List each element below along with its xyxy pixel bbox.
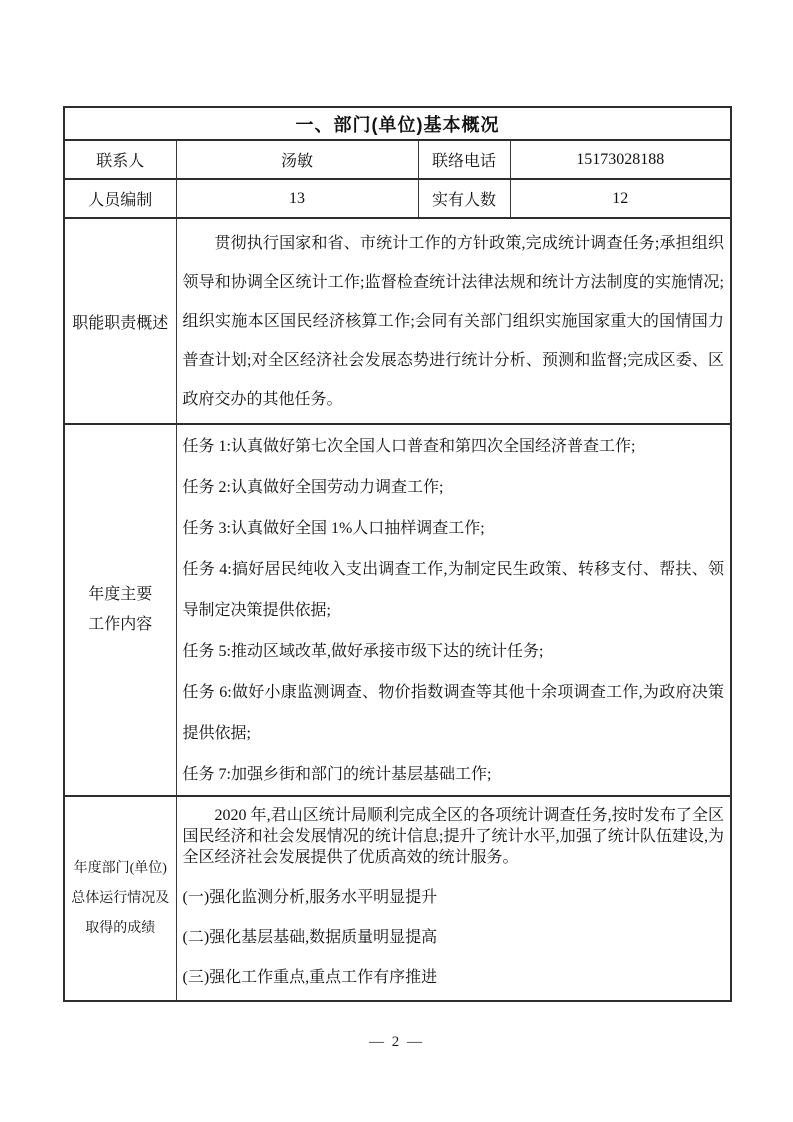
contact-label: 联系人 <box>64 140 176 179</box>
task-item-3: 任务 3:认真做好全国 1%人口抽样调查工作; <box>182 519 485 537</box>
annual-tasks-label <box>64 424 176 796</box>
annual-tasks-label-line-2: 工作内容 <box>88 616 153 633</box>
annual-summary-label-line-3: 取得的成绩 <box>85 920 156 936</box>
section-title: 一、部门(单位)基本概况 <box>64 107 731 140</box>
summary-item-1: (一)强化监测分析,服务水平明显提升 <box>182 889 438 906</box>
staffing-value: 13 <box>176 179 418 218</box>
duties-row <box>64 218 731 424</box>
task-item-7: 任务 7:加强乡街和部门的统计基层基础工作; <box>182 765 492 783</box>
phone-value: 15173028188 <box>510 140 731 179</box>
annual-tasks-label-line-1: 年度主要 <box>88 586 153 603</box>
staffing-row <box>64 179 731 218</box>
actual-headcount-label: 实有人数 <box>418 179 510 218</box>
task-item-2: 任务 2:认真做好全国劳动力调查工作; <box>182 478 444 496</box>
title-row <box>64 107 731 140</box>
task-item-4: 任务 4:搞好居民纯收入支出调查工作,为制定民生政策、转移支付、帮扶、领导制定决策提供依据; <box>182 560 724 619</box>
page-number: — 2 — <box>369 1034 424 1050</box>
task-item-1: 任务 1:认真做好第七次全国人口普查和第四次全国经济普查工作; <box>182 437 636 455</box>
annual-summary-label-line-2: 总体运行情况及 <box>71 890 170 906</box>
actual-headcount-value: 12 <box>510 179 731 218</box>
annual-summary-content <box>176 796 731 1001</box>
summary-item-3: (三)强化工作重点,重点工作有序推进 <box>182 969 438 986</box>
annual-summary-label <box>64 796 176 1001</box>
staffing-label: 人员编制 <box>64 179 176 218</box>
duties-content <box>176 218 731 424</box>
summary-item-2: (二)强化基层基础,数据质量明显提高 <box>182 929 438 946</box>
task-item-6: 任务 6:做好小康监测调查、物价指数调查等其他十余项调查工作,为政府决策提供依据; <box>182 683 724 742</box>
annual-summary-label-line-1: 年度部门(单位) <box>73 860 167 876</box>
duties-label: 职能职责概述 <box>64 218 176 424</box>
annual-summary-row <box>64 796 731 1001</box>
duties-text: 贯彻执行国家和省、市统计工作的方针政策,完成统计调查任务;承担组织领导和协调全区统计工作;监督检查统计法律法规和统计方法制度的实施情况;组织实施本区国民经济核算工作;会同有关部门组织实施国家重大的国情国力普查计划;对全区经济社会发展态势进行统计分析、预测和监督;完成区委、区政府交办的其他任务。 <box>182 234 724 408</box>
phone-label: 联络电话 <box>418 140 510 179</box>
task-item-5: 任务 5:推动区域改革,做好承接市级下达的统计任务; <box>182 642 544 660</box>
contact-row <box>64 140 731 179</box>
summary-intro: 2020 年,君山区统计局顺利完成全区的各项统计调查任务,按时发布了全区国民经济和社会发展情况的统计信息;提升了统计水平,加强了统计队伍建设,为全区经济社会发展提供了优质高效的统计服务。 <box>182 807 724 866</box>
annual-tasks-row <box>64 424 731 796</box>
contact-value: 汤敏 <box>176 140 418 179</box>
department-overview-table <box>63 106 732 1002</box>
annual-tasks-content <box>176 424 731 796</box>
